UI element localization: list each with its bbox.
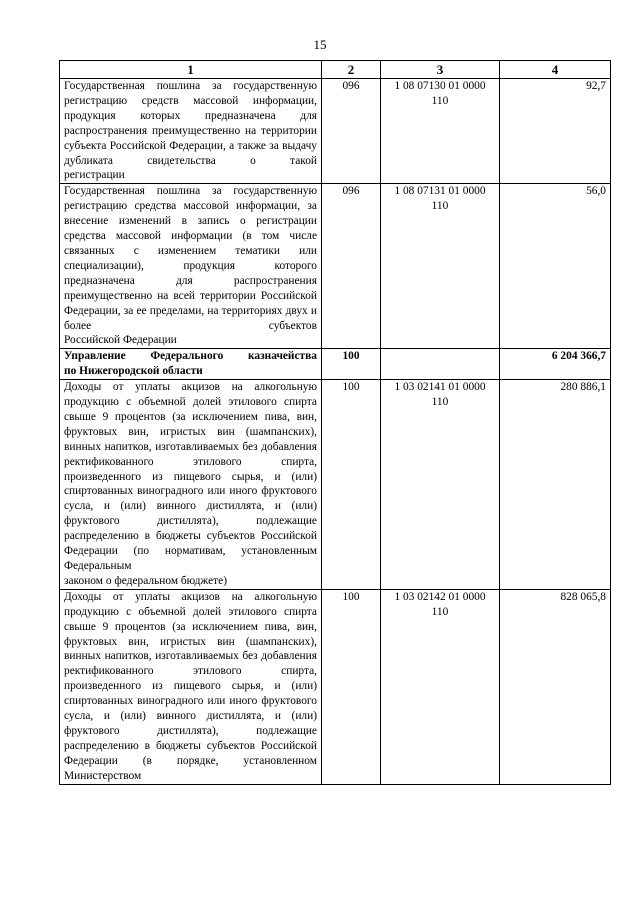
amount: 92,7	[500, 79, 611, 184]
description-line: пива, вин, фруктовых вин, игристых вин	[64, 410, 317, 438]
budget-classification-code: 1 03 02142 01 0000 110	[381, 589, 500, 784]
amount: 828 065,8	[500, 589, 611, 784]
description-line: предназначена для распространения	[64, 109, 318, 137]
budget-classification-code	[381, 349, 500, 380]
description-line: преимущественно на всей территории	[64, 289, 256, 302]
budget-classification-code: 1 08 07131 01 0000 110	[381, 184, 500, 349]
description-line: Российской Федерации, за ее пределами, на	[64, 289, 317, 317]
column-header-2: 2	[322, 61, 381, 79]
description-line: законом о федеральном бюджете)	[64, 574, 227, 587]
table-row	[60, 184, 611, 349]
description-line: порядке, установленном Министерством	[64, 754, 317, 782]
description-line: пива, вин, фруктовых вин, игристых вин	[64, 620, 317, 648]
description-line: нормативам, установленным Федеральным	[64, 545, 317, 572]
description-line: спиртованных виноградного или иного	[64, 695, 258, 708]
description-line: (шампанских), винных напитков,	[64, 425, 317, 453]
description-line: массовой информации, продукция которых	[64, 94, 317, 122]
admin-code: 100	[322, 380, 381, 590]
table-body	[60, 79, 611, 785]
description-line: предназначена для распространения	[64, 274, 317, 287]
description-line: субъектов Российской Федерации (по	[64, 530, 317, 558]
description-line: ректификованного этилового спирта,	[64, 455, 317, 468]
page-number: 15	[313, 37, 327, 52]
description-line: по Нижегородской области	[64, 365, 203, 378]
revenue-description	[60, 589, 322, 784]
description-line: государственную регистрацию средства	[64, 185, 317, 213]
description-line: спирта свыше 9 процентов (за исключением	[64, 605, 317, 633]
budget-classification-code: 1 03 02141 01 0000 110	[381, 380, 500, 590]
column-header-4: 4	[500, 61, 611, 79]
description-line: фруктового сусла, и (или) винного	[64, 485, 317, 513]
description-line: спирта свыше 9 процентов (за исключением	[64, 396, 317, 423]
description-line: фруктового сусла, и (или) винного	[64, 695, 317, 723]
description-line: изменений в запись о регистрации средства	[64, 215, 317, 243]
admin-code: 100	[322, 349, 381, 380]
description-line: Управление Федерального казначейства	[64, 350, 317, 363]
description-line: Доходы от уплаты акцизов на алкогольную	[64, 381, 317, 394]
column-header-3: 3	[381, 61, 500, 79]
description-line: Доходы от уплаты акцизов на алкогольную	[64, 590, 317, 603]
table-header-row	[60, 61, 611, 79]
amount: 6 204 366,7	[500, 349, 611, 380]
description-line: спиртованных виноградного или иного	[64, 485, 258, 498]
description-line: дистиллята, и (или) фруктового дистиллята),	[64, 710, 317, 737]
admin-code: 100	[322, 589, 381, 784]
description-line: подлежащие распределению в бюджеты	[64, 515, 317, 543]
table-row	[60, 349, 611, 380]
admin-code: 096	[322, 184, 381, 349]
amount: 280 886,1	[500, 380, 611, 590]
description-line: дубликата свидетельства о такой	[64, 154, 317, 167]
description-line: связанных с изменением тематики или	[64, 244, 317, 257]
description-line: произведенного из пищевого сырья, и (или)	[64, 470, 317, 483]
description-line: преимущественно на территории субъекта	[64, 124, 317, 152]
description-line: регистрации	[64, 169, 125, 182]
revenue-description	[60, 349, 322, 380]
description-line: массовой информации (в том числе	[115, 230, 317, 243]
description-line: Российской Федерации, а также за выдачу	[109, 139, 317, 152]
revenue-table	[59, 60, 611, 785]
revenue-description	[60, 380, 322, 590]
description-line: Государственная пошлина за	[64, 185, 222, 198]
description-line: подлежащие распределению в бюджеты	[64, 724, 317, 752]
description-line: ректификованного этилового спирта,	[64, 665, 317, 678]
description-line: продукцию с объемной долей этилового	[64, 605, 277, 618]
description-line: государственную регистрацию средств	[64, 80, 317, 107]
description-line: субъектов Российской Федерации (в	[64, 739, 317, 767]
column-header-1: 1	[60, 61, 322, 79]
description-line: Государственная пошлина за	[64, 80, 222, 92]
description-line: (шампанских), винных напитков,	[64, 635, 317, 663]
table-row	[60, 79, 611, 184]
description-line: специализации), продукция которого	[64, 259, 317, 272]
admin-code: 096	[322, 79, 381, 184]
amount: 56,0	[500, 184, 611, 349]
description-line: территориях двух и более субъектов	[64, 304, 317, 332]
description-line: массовой информации, за внесение	[64, 200, 317, 228]
description-line: произведенного из пищевого сырья, и (или)	[64, 680, 317, 693]
description-line: изготавливаемых без добавления	[155, 440, 317, 453]
description-line: изготавливаемых без добавления	[155, 650, 317, 663]
description-line: продукцию с объемной долей этилового	[64, 396, 277, 409]
revenue-description	[60, 184, 322, 349]
table-row	[60, 380, 611, 590]
revenue-description	[60, 79, 322, 184]
description-line: Российской Федерации	[64, 334, 177, 347]
table-row	[60, 589, 611, 784]
budget-classification-code: 1 08 07130 01 0000 110	[381, 79, 500, 184]
description-line: дистиллята, и (или) фруктового дистиллята),	[64, 500, 317, 528]
